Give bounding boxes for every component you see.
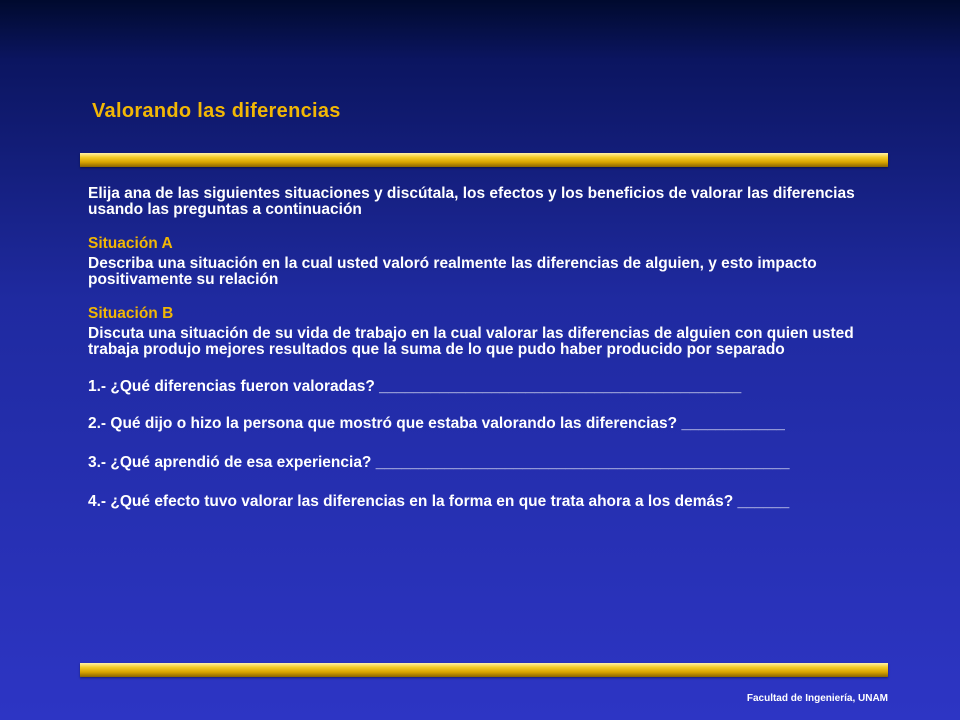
situation-b-description: Discuta una situación de su vida de trabajo en la cual valorar las diferencias de alguien con quien usted trabaja produjo mejores resultados que la suma de lo que pudo haber producido por separado <box>88 325 854 358</box>
top-divider-bar <box>80 153 888 167</box>
question-2: 2.- Qué dijo o hizo la persona que mostró que estaba valorando las diferencias? ____________ <box>88 415 785 432</box>
situation-a-title: Situación A <box>88 235 173 252</box>
slide-title: Valorando las diferencias <box>92 100 341 122</box>
question-3: 3.- ¿Qué aprendió de esa experiencia? ________________________________________________ <box>88 454 790 471</box>
footer-institution: Facultad de Ingeniería, UNAM <box>746 693 888 704</box>
bottom-divider-bar <box>80 663 888 677</box>
situation-a-description: Describa una situación en la cual usted valoró realmente las diferencias de alguien, y esto impacto positivamente su relación <box>88 255 817 288</box>
question-4: 4.- ¿Qué efecto tuvo valorar las diferencias en la forma en que trata ahora a los demás? ______ <box>88 493 790 510</box>
intro-text: Elija ana de las siguientes situaciones y discútala, los efectos y los beneficios de valorar las diferencias usando las preguntas a continuación <box>88 185 855 218</box>
slide-content <box>88 186 888 530</box>
question-1: 1.- ¿Qué diferencias fueron valoradas? __________________________________________ <box>88 378 742 395</box>
situation-b-title: Situación B <box>88 305 174 322</box>
